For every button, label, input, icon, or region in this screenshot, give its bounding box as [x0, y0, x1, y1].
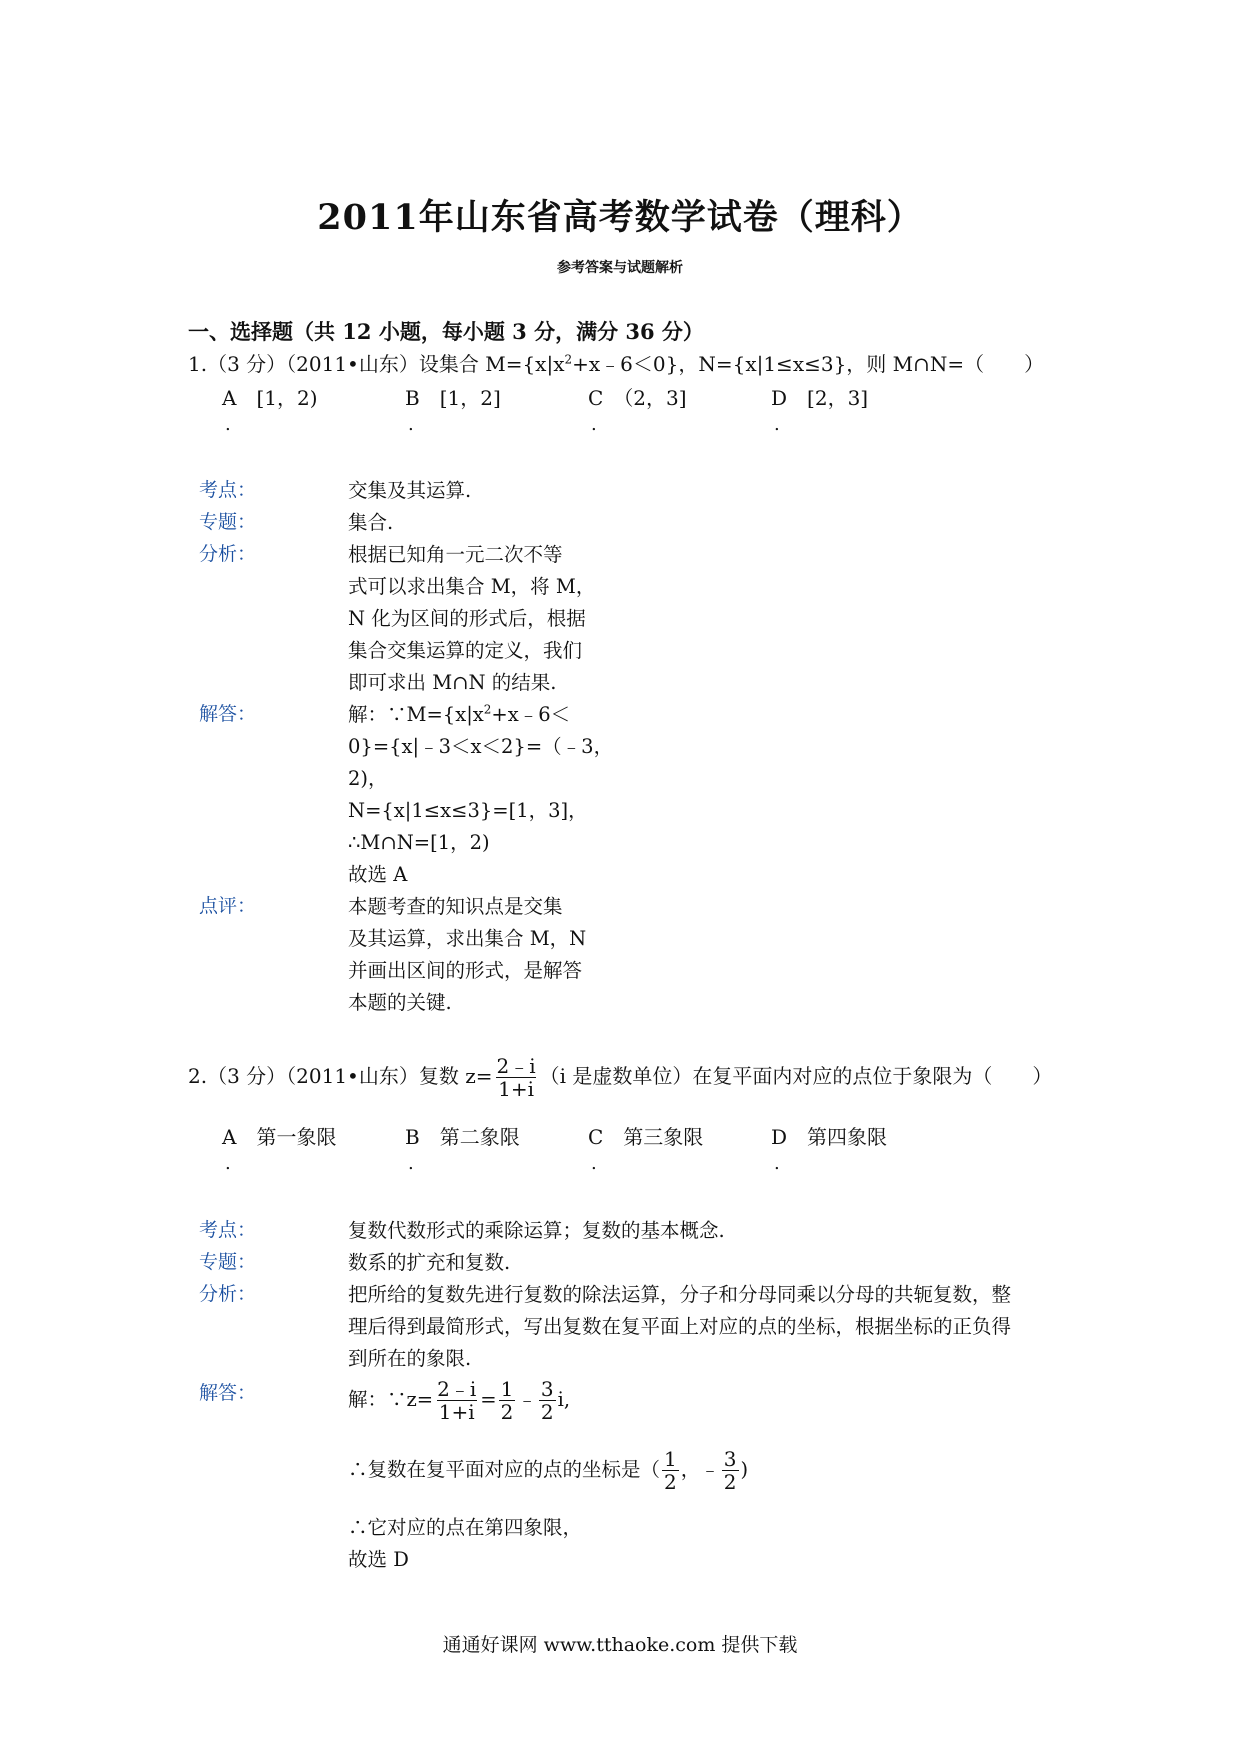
- q2-option-dot: .: [225, 1153, 231, 1174]
- q2-zhuanti-label: 专题：: [199, 1251, 257, 1273]
- q2-fenxi-line: 理后得到最简形式，写出复数在复平面上对应的点的坐标，根据坐标的正负得: [348, 1315, 1012, 1338]
- q2-jieda-line: 故选 D: [348, 1548, 409, 1571]
- page-title: 2011年山东省高考数学试卷（理科）: [317, 197, 923, 238]
- q1-dianping-line: 并画出区间的形式，是解答: [348, 959, 583, 982]
- q2-fenxi-label: 分析：: [199, 1283, 257, 1305]
- q2-option-dot: .: [774, 1153, 780, 1174]
- fraction: $\frac{1}{2}$: [500, 1377, 514, 1424]
- fraction: $\frac{2﹣i}{1+i}$: [437, 1377, 477, 1424]
- q2-jieda-line: ∴它对应的点在第四象限，: [348, 1516, 583, 1539]
- q1-option-dot: .: [774, 414, 780, 435]
- q2-option-b: B 第二象限: [405, 1125, 520, 1149]
- q2-fenxi-line: 把所给的复数先进行复数的除法运算，分子和分母同乘以分母的共轭复数，整: [348, 1283, 1012, 1306]
- q1-option-b: B [1，2]: [405, 386, 501, 410]
- q1-zhuanti: 集合.: [348, 511, 394, 534]
- q1-option-dot: .: [225, 414, 231, 435]
- q1-jieda-line: 0}={x|﹣3＜x＜2}=（﹣3，: [348, 735, 614, 758]
- q1-option-dot: .: [591, 414, 597, 435]
- page-subtitle: 参考答案与试题解析: [557, 260, 683, 276]
- q1-option-c: C （2，3]: [588, 386, 687, 410]
- q1-jieda-line: 解：$\because M=\{x|x^2+x﹣6<$: [348, 702, 571, 726]
- q1-jieda-line: ∴M∩N=[1，2): [348, 831, 490, 854]
- fraction: $\frac{3}{2}$: [723, 1447, 737, 1494]
- q1-jieda-label: 解答：: [199, 703, 257, 725]
- q1-fenxi-line: N 化为区间的形式后，根据: [348, 607, 586, 630]
- q2-option-dot: .: [591, 1153, 597, 1174]
- fraction: $\frac{2﹣i}{1+i}$: [496, 1054, 536, 1101]
- q2-kaodian: 复数代数形式的乘除运算；复数的基本概念.: [348, 1219, 725, 1242]
- q1-dianping-line: 及其运算，求出集合 M，N: [348, 927, 587, 950]
- q1-fenxi-label: 分析：: [199, 543, 257, 565]
- q1-dianping-line: 本题的关键.: [348, 991, 452, 1014]
- q2-coord-line: ∴复数在复平面对应的点的坐标是（ $\frac{1}{2}$ ，﹣ $\frac{3}{2}$ ): [348, 1447, 749, 1494]
- q2-jieda-line: 解：∵z= $\frac{2﹣i}{1+i}$ = $\frac{1}{2}$ ﹣ $\frac{3}{2}$ i,: [348, 1377, 571, 1424]
- q2-option-d: D 第四象限: [771, 1125, 888, 1149]
- q2-zhuanti: 数系的扩充和复数.: [348, 1251, 511, 1274]
- q2-fenxi-line: 到所在的象限.: [348, 1347, 472, 1370]
- q1-dianping-label: 点评：: [199, 895, 257, 917]
- q1-kaodian: 交集及其运算.: [348, 479, 472, 502]
- section-heading: 一、选择题（共 12 小题，每小题 3 分，满分 36 分）: [188, 319, 704, 344]
- q2-kaodian-label: 考点：: [199, 1219, 257, 1241]
- q1-fenxi-line: 式可以求出集合 M，将 M，: [348, 575, 596, 598]
- q2-option-c: C 第三象限: [588, 1125, 704, 1149]
- question-2-stem: 2.（3 分）（2011•山东）复数 z= $\frac{2﹣i}{1+i}$ （i 是虚数单位）在复平面内对应的点位于象限为（ ）: [188, 1054, 1053, 1101]
- q2-option-a: A 第一象限: [222, 1125, 337, 1149]
- q1-zhuanti-label: 专题：: [199, 511, 257, 533]
- q1-option-d: D [2，3]: [771, 386, 869, 410]
- q1-fenxi-line: 即可求出 M∩N 的结果.: [348, 671, 557, 694]
- q1-option-dot: .: [408, 414, 414, 435]
- fraction: $\frac{3}{2}$: [540, 1377, 554, 1424]
- question-1-stem: 1.（3 分）（2011•山东）设集合 $M=\{x|x^2+x﹣6<0\}$，N={x|1≤x≤3}，则 M∩N=（ ）: [188, 352, 1045, 376]
- q1-jieda-line: 故选 A: [348, 863, 408, 886]
- page-footer: 通通好课网 www.tthaoke.com 提供下载: [442, 1634, 798, 1656]
- q2-option-dot: .: [408, 1153, 414, 1174]
- q2-jieda-label: 解答：: [199, 1382, 257, 1404]
- fraction: $\frac{1}{2}$: [664, 1447, 677, 1494]
- q1-kaodian-label: 考点：: [199, 479, 257, 501]
- q1-option-a: A [1，2): [222, 386, 318, 410]
- q1-fenxi-line: 根据已知角一元二次不等: [348, 543, 563, 566]
- q1-fenxi-line: 集合交集运算的定义，我们: [348, 639, 583, 662]
- q1-jieda-line: 2)，: [348, 767, 388, 790]
- q1-dianping-line: 本题考查的知识点是交集: [348, 895, 563, 918]
- q1-jieda-line: N={x|1≤x≤3}=[1，3]，: [348, 799, 588, 822]
